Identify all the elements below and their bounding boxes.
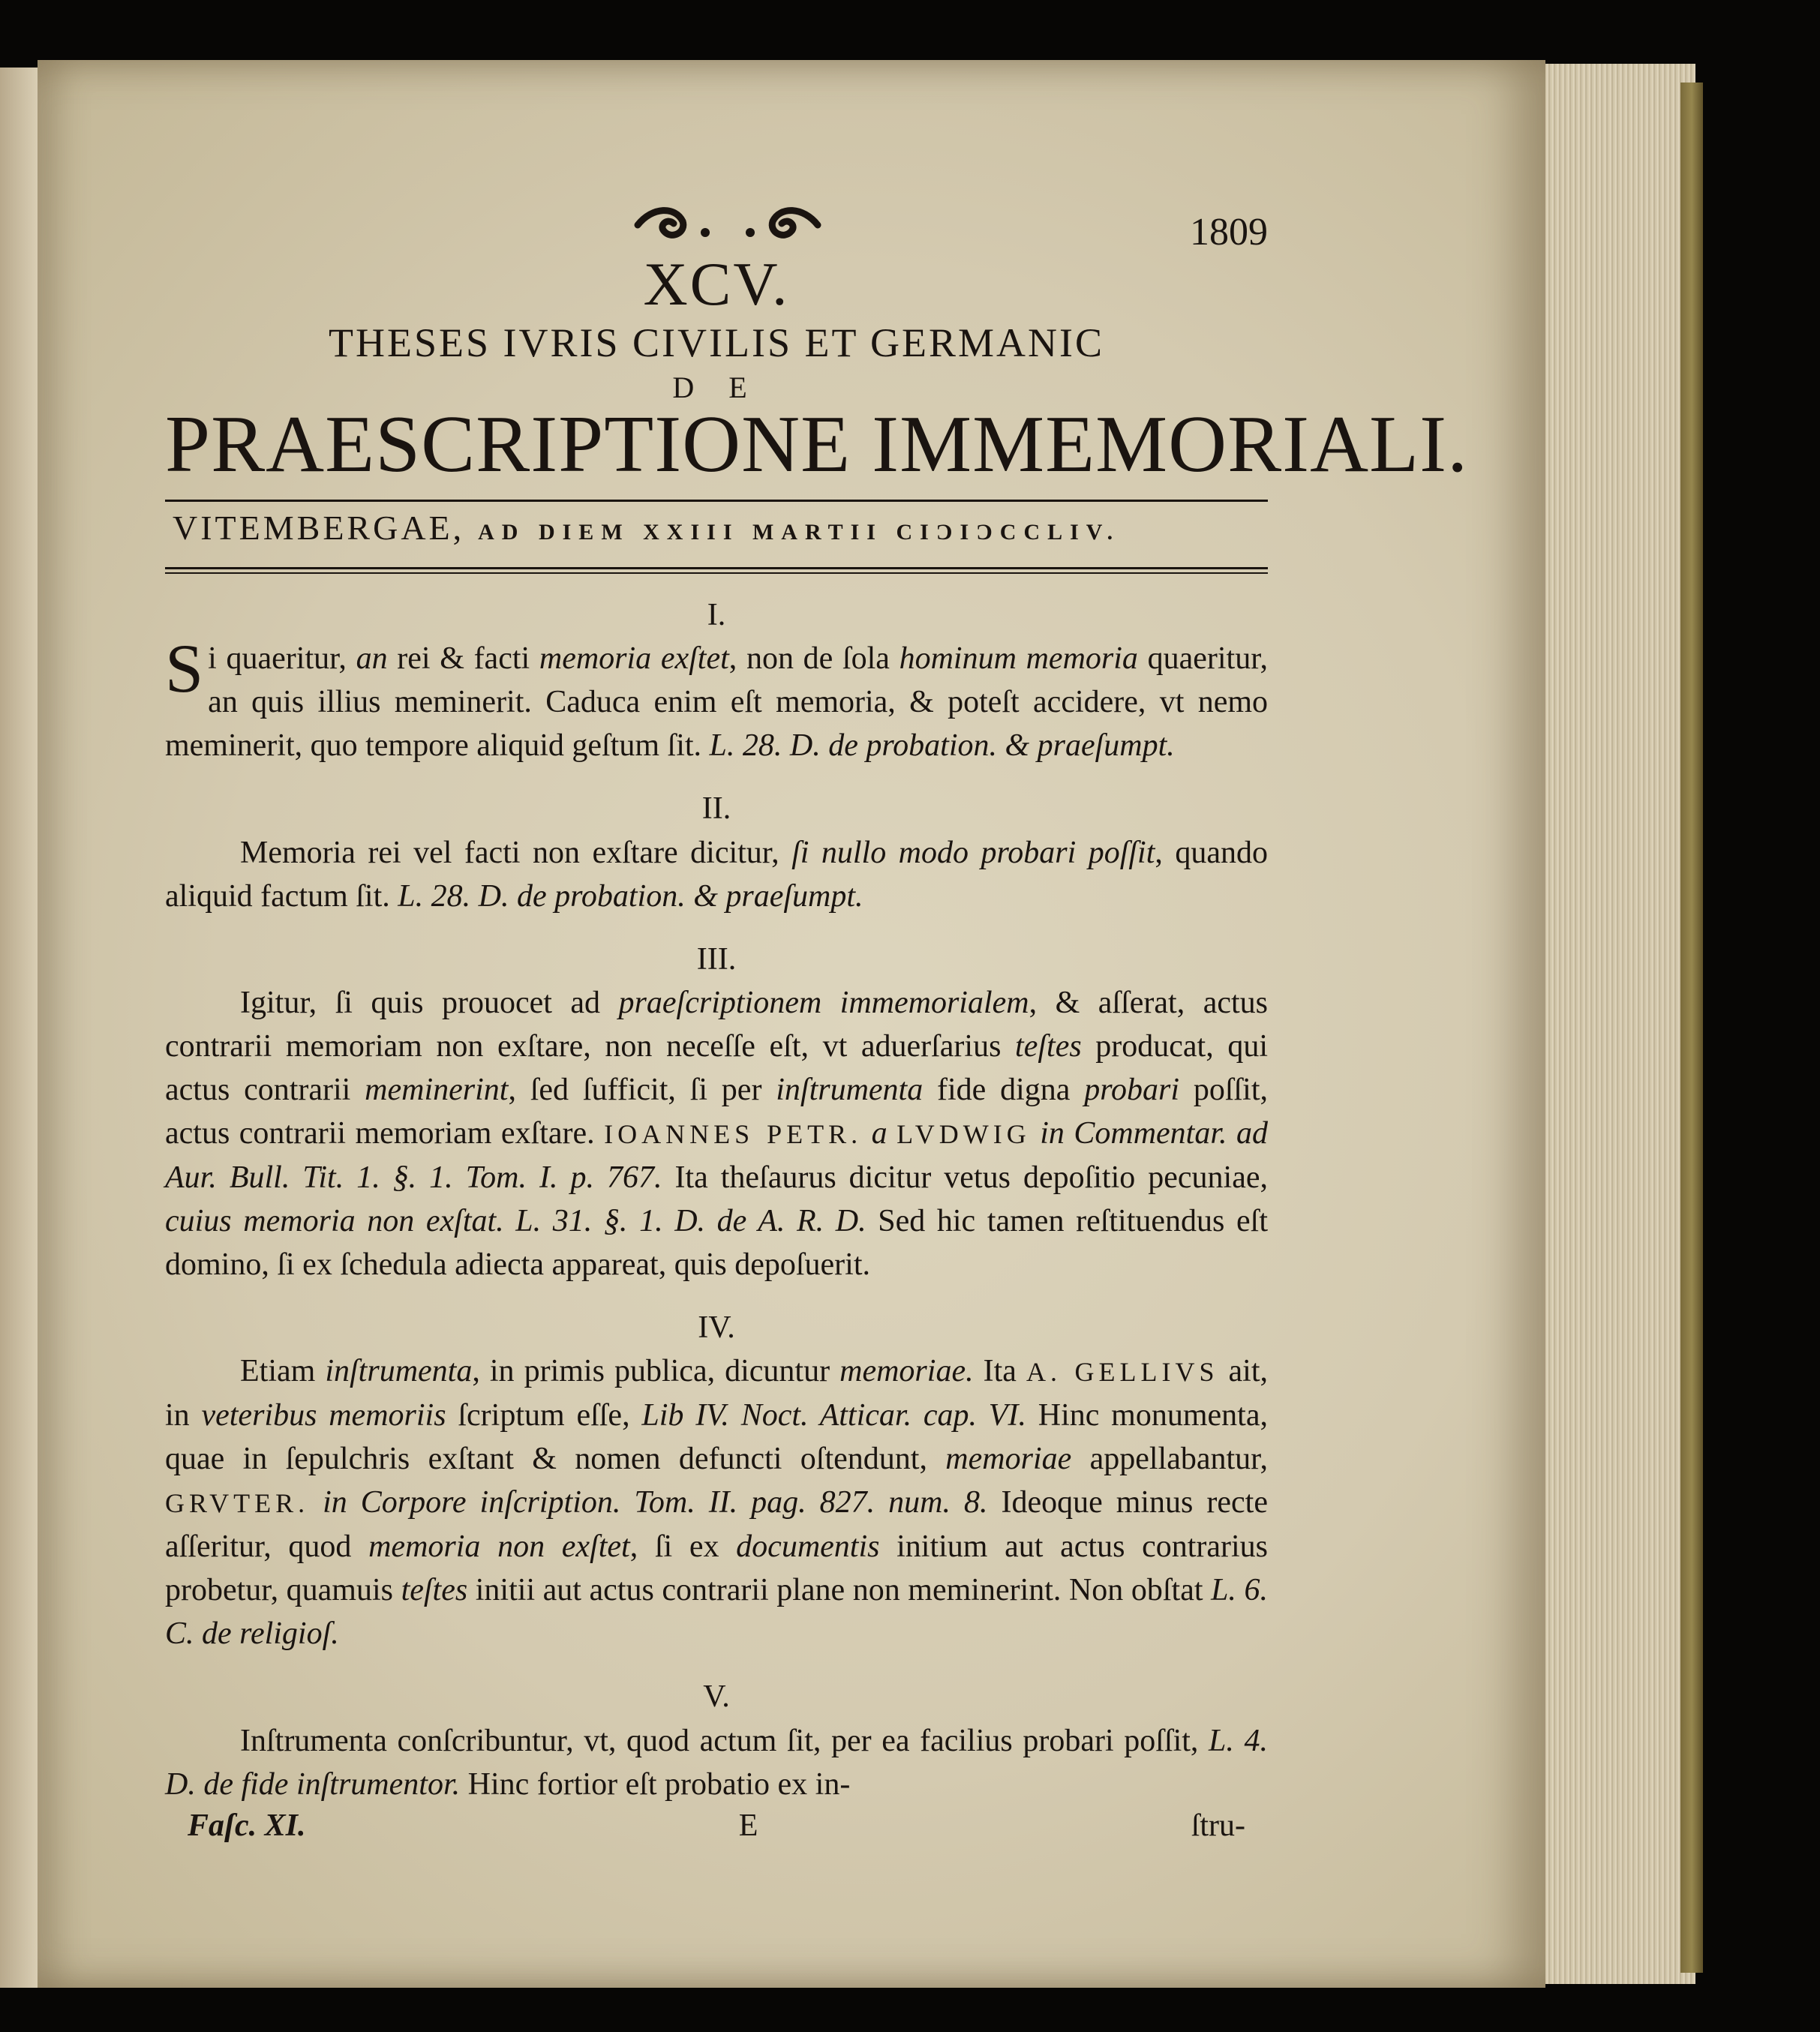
italic-text-run: cuius memoria non exſtat. L. 31. §. 1. D. de A. R. D.	[165, 1204, 866, 1239]
text-run: Hinc fortior eſt probatio ex in-	[460, 1766, 851, 1802]
small-caps-name: LVDWIG	[896, 1119, 1031, 1150]
italic-text-run: hominum memoria	[899, 641, 1138, 677]
text-run: poſſit, actus contrarii memoriam exſtare.	[165, 1073, 1269, 1151]
thesis-paragraph	[165, 1719, 1268, 1806]
text-run: Ideoque minus recte aſſeritur, quod	[165, 1485, 1268, 1565]
text-run: Memoria rei vel facti non exſtare dicitur,	[240, 835, 792, 870]
drop-cap: S	[165, 630, 204, 707]
text-run: i quaeritur,	[208, 641, 356, 677]
italic-text-run: Lib IV. Noct. Atticar. cap. VI.	[641, 1398, 1026, 1433]
small-caps-name: GRVTER.	[165, 1488, 310, 1519]
italic-text-run: memoria exſtet	[539, 641, 729, 677]
italic-text-run: documentis	[736, 1529, 880, 1565]
italic-text-run: in Corpore inſcription. Tom. II. pag. 827. num. 8.	[309, 1485, 988, 1520]
page-number: 1809	[1190, 211, 1268, 254]
text-run: quaeritur, an quis illius meminerit. Caduca enim eſt memoria, & poteſt accidere, vt nemo meminerit, quo tempore aliquid geſtum ſit.	[165, 641, 1269, 764]
page-header	[165, 188, 1268, 254]
text-run: Igitur, ſi quis prouocet ad	[240, 986, 619, 1021]
title-rule-bottom-thin	[165, 572, 1268, 574]
italic-text-run: memoria non exſtet	[368, 1529, 630, 1565]
italic-text-run: praeſcriptionem immemorialem	[618, 986, 1029, 1021]
italic-text-run: an	[356, 641, 388, 677]
italic-text-run: L. 4. D. de fide inſtrumentor.	[165, 1723, 1269, 1802]
book-cover-edge	[1680, 83, 1703, 1973]
text-run: , quando aliquid factum ſit.	[165, 835, 1268, 914]
section-number: III.	[696, 941, 737, 977]
italic-text-run: memoriae	[945, 1442, 1072, 1477]
page-block-edges	[1545, 64, 1695, 1984]
printers-ornament-icon	[630, 203, 825, 248]
place: VITEMBERGAE,	[173, 508, 465, 547]
date: AD DIEM XXIII MARTII CIƆIƆCCLIV.	[478, 519, 1121, 545]
italic-text-run: in Commentar. ad Aur. Bull. Tit. 1. §. 1. Tom. I. p. 767.	[165, 1116, 1268, 1196]
italic-text-run: probari	[1084, 1073, 1180, 1108]
title-rule-bottom	[165, 567, 1268, 569]
text-run: Sed hic tamen reſtituendus eſt domino, ſi ex ſchedula adiecta appareat, quis depoſuerit.	[165, 1204, 1268, 1283]
thesis-paragraph	[165, 1349, 1268, 1655]
text-run: rei & facti	[387, 641, 539, 677]
italic-text-run: ſi nullo modo probari poſſit	[791, 835, 1155, 870]
text-run: , & aſſerat, actus contrarii memoriam non exſtare, non neceſſe eſt, vt aduerſarius	[165, 986, 1268, 1064]
page-text	[165, 188, 1469, 1844]
thesis-paragraph	[165, 831, 1268, 918]
page-footer	[165, 1808, 1268, 1844]
text-run: , ſed ſufficit, ſi per	[508, 1073, 776, 1108]
italic-text-run: L. 28. D. de probation. & praeſumpt.	[709, 728, 1175, 764]
thesis-paragraph	[165, 630, 1269, 767]
section-number: V.	[703, 1679, 730, 1715]
dissertation-title: PRAESCRIPTIONE IMMEMORIALI.	[165, 400, 1469, 490]
text-run: fide digna	[923, 1073, 1085, 1108]
italic-text-run: memoriae.	[839, 1354, 974, 1389]
italic-text-run: inſtrumenta	[776, 1073, 924, 1108]
italic-text-run: teſtes	[401, 1573, 468, 1608]
text-run: Inſtrumenta conſcribuntur, vt, quod actum ſit, per ea facilius probari poſſit,	[240, 1723, 1209, 1758]
small-caps-name: A. GELLIVS	[1026, 1357, 1219, 1388]
text-run: Ita	[973, 1354, 1026, 1389]
text-run: , ſi ex	[629, 1529, 737, 1565]
text-run: Etiam	[240, 1354, 326, 1389]
text-run: ſcriptum eſſe,	[446, 1398, 642, 1433]
italic-text-run: teſtes	[1015, 1029, 1082, 1064]
section-number: IV.	[698, 1310, 735, 1346]
signature: Faſc. XI.	[188, 1808, 306, 1843]
text-run: initium aut actus contrarius probetur, quamuis	[165, 1529, 1269, 1608]
section-number: II.	[701, 791, 731, 827]
italic-text-run: L. 28. D. de probation. & praeſumpt.	[398, 878, 863, 914]
text-run: ait, in	[165, 1354, 1268, 1433]
title-preposition: D E	[672, 371, 761, 405]
dissertation-number: XCV.	[643, 250, 790, 318]
left-page-edge	[0, 68, 38, 1988]
thesis-paragraph	[165, 981, 1268, 1286]
text-run: appellabantur,	[1071, 1442, 1268, 1477]
italic-text-run: meminerint	[365, 1073, 509, 1108]
text-run: , in primis publica, dicuntur	[472, 1354, 840, 1389]
small-caps-name: IOANNES PETR.	[604, 1119, 863, 1150]
theses-body	[165, 596, 1268, 1806]
italic-text-run: L. 6. C. de religioſ.	[165, 1573, 1268, 1652]
catchword: ſtru-	[1191, 1808, 1245, 1843]
italic-text-run: inſtrumenta	[325, 1354, 473, 1389]
section-number: I.	[707, 597, 726, 632]
dissertation-subtitle: THESES IVRIS CIVILIS ET GERMANIC	[328, 320, 1104, 366]
italic-text-run: veteribus memoriis	[201, 1398, 446, 1433]
italic-text-run: a	[862, 1116, 897, 1151]
text-run: , non de ſola	[728, 641, 899, 677]
signature-mark: E	[738, 1808, 758, 1843]
text-run: Ita theſaurus dicitur vetus depoſitio pecuniae,	[662, 1160, 1268, 1196]
text-run: producat, qui actus contrarii	[165, 1029, 1269, 1108]
text-run: Hinc monumenta, quae in ſepulchris exſtant & nomen defuncti oſtendunt,	[165, 1398, 1268, 1477]
place-date-line	[165, 502, 1268, 555]
text-run: initii aut actus contrarii plane non meminerint. Non obſtat	[467, 1573, 1212, 1608]
